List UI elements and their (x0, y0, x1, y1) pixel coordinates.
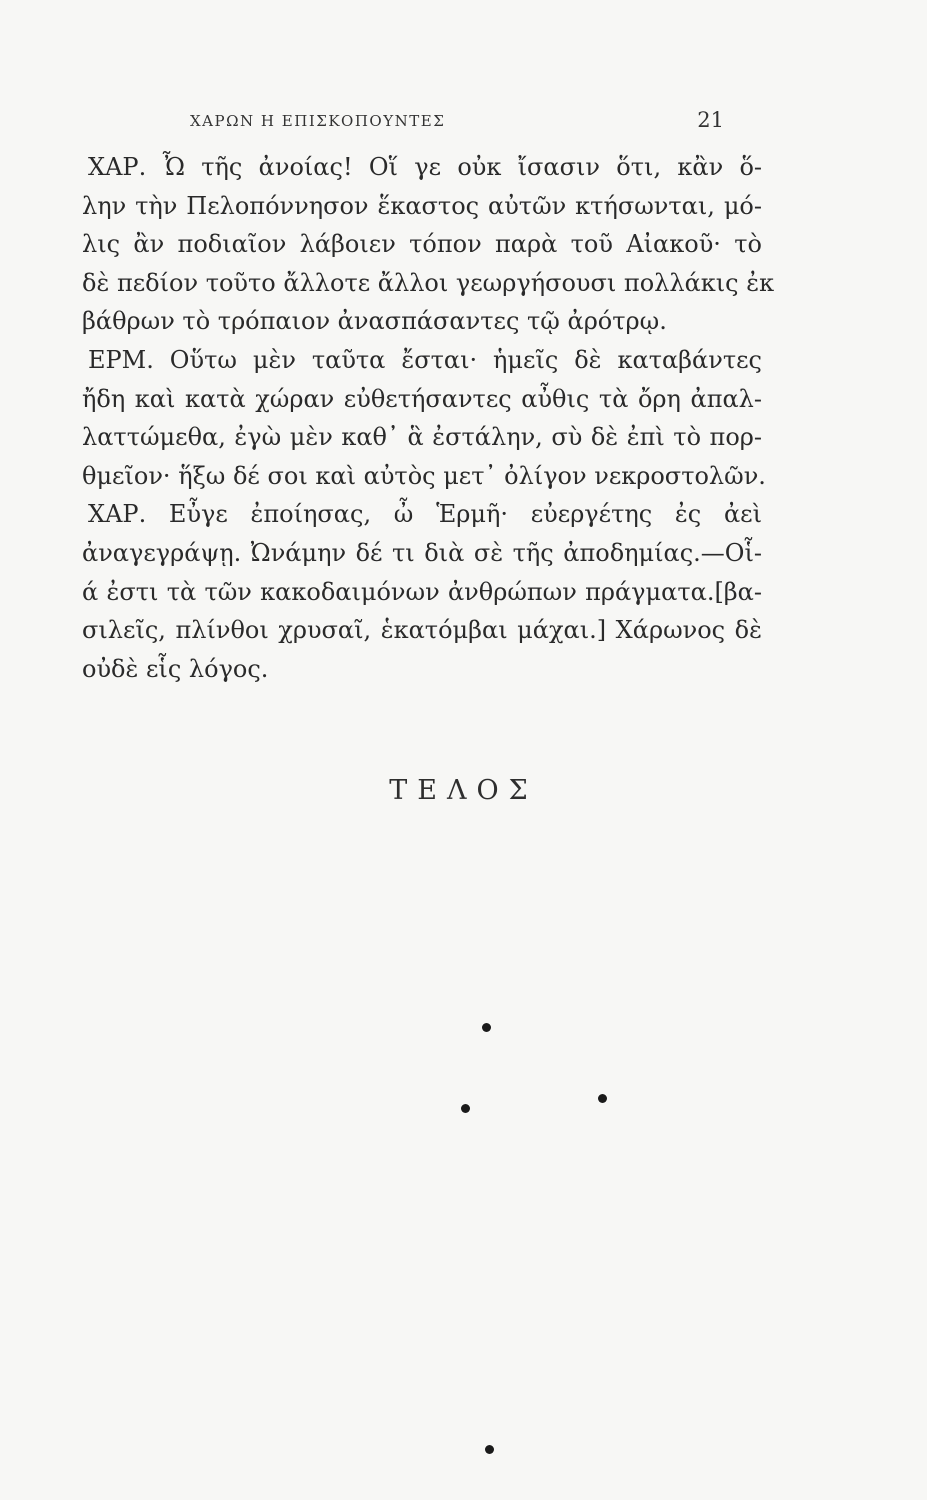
text-line: ά ἐστι τὰ τῶν κακοδαιμόνων ἀνθρώπων πράγματα.[βα- (82, 577, 762, 606)
ink-dot (485, 1445, 494, 1454)
text-line: οὐδὲ εἷς λόγος. (82, 654, 269, 683)
text-line: σιλεῖς, πλίνθοι χρυσαῖ, ἑκατόμβαι μάχαι.] Χάρωνος δὲ (82, 616, 762, 645)
text-line: ἤδη καὶ κατὰ χώραν εὐθετήσαντες αὖθις τὰ ὄρη ἀπαλ- (82, 384, 762, 413)
text-line: ΧΑΡ. Ὦ τῆς ἀνοίας! Οἵ γε οὐκ ἴσασιν ὅτι, κἂν ὅ- (88, 153, 762, 181)
text-line: βάθρων τὸ τρόπαιον ἀνασπάσαντες τῷ ἀρότρῳ. (82, 307, 667, 336)
text-line: λην τὴν Πελοπόννησον ἕκαστος αὐτῶν κτήσωνται, μό- (82, 191, 762, 220)
ink-dot (461, 1104, 470, 1113)
text-line: λις ἂν ποδιαῖον λάβοιεν τόπον παρὰ τοῦ Αἰακοῦ· τὸ (82, 230, 762, 259)
text-line: ΧΑΡ. Εὖγε ἐποίησας, ὦ Ἑρμῆ· εὐεργέτης ἐς ἀεὶ (88, 500, 762, 529)
text-line: ἀναγεγράψῃ. Ὠνάμην δέ τι διὰ σὲ τῆς ἀποδημίας.—Οἷ- (82, 538, 762, 567)
ink-dot (598, 1094, 607, 1103)
ink-dot (482, 1023, 491, 1032)
body-text (82, 148, 775, 688)
text-line: ΕΡΜ. Οὕτω μὲν ταῦτα ἔσται· ἡμεῖς δὲ καταβάντες (88, 345, 762, 374)
text-line: δὲ πεδίον τοῦτο ἄλλοτε ἄλλοι γεωργήσουσι πολλάκις ἐκ (82, 268, 775, 297)
page-number: 21 (697, 108, 724, 132)
text-line: θμεῖον· ἥξω δέ σοι καὶ αὐτὸς μετ᾽ ὀλίγον νεκροστολῶν. (82, 461, 766, 490)
running-title: ΧΑΡΩΝ Η ΕΠΙΣΚΟΠΟΥΝΤΕΣ (190, 112, 446, 130)
telos-heading: ΤΕΛΟΣ (389, 775, 538, 806)
running-head (190, 108, 730, 138)
text-line: λαττώμεθα, ἐγὼ μὲν καθ᾽ ἃ ἐστάλην, σὺ δὲ ἐπὶ τὸ πορ- (82, 423, 762, 452)
